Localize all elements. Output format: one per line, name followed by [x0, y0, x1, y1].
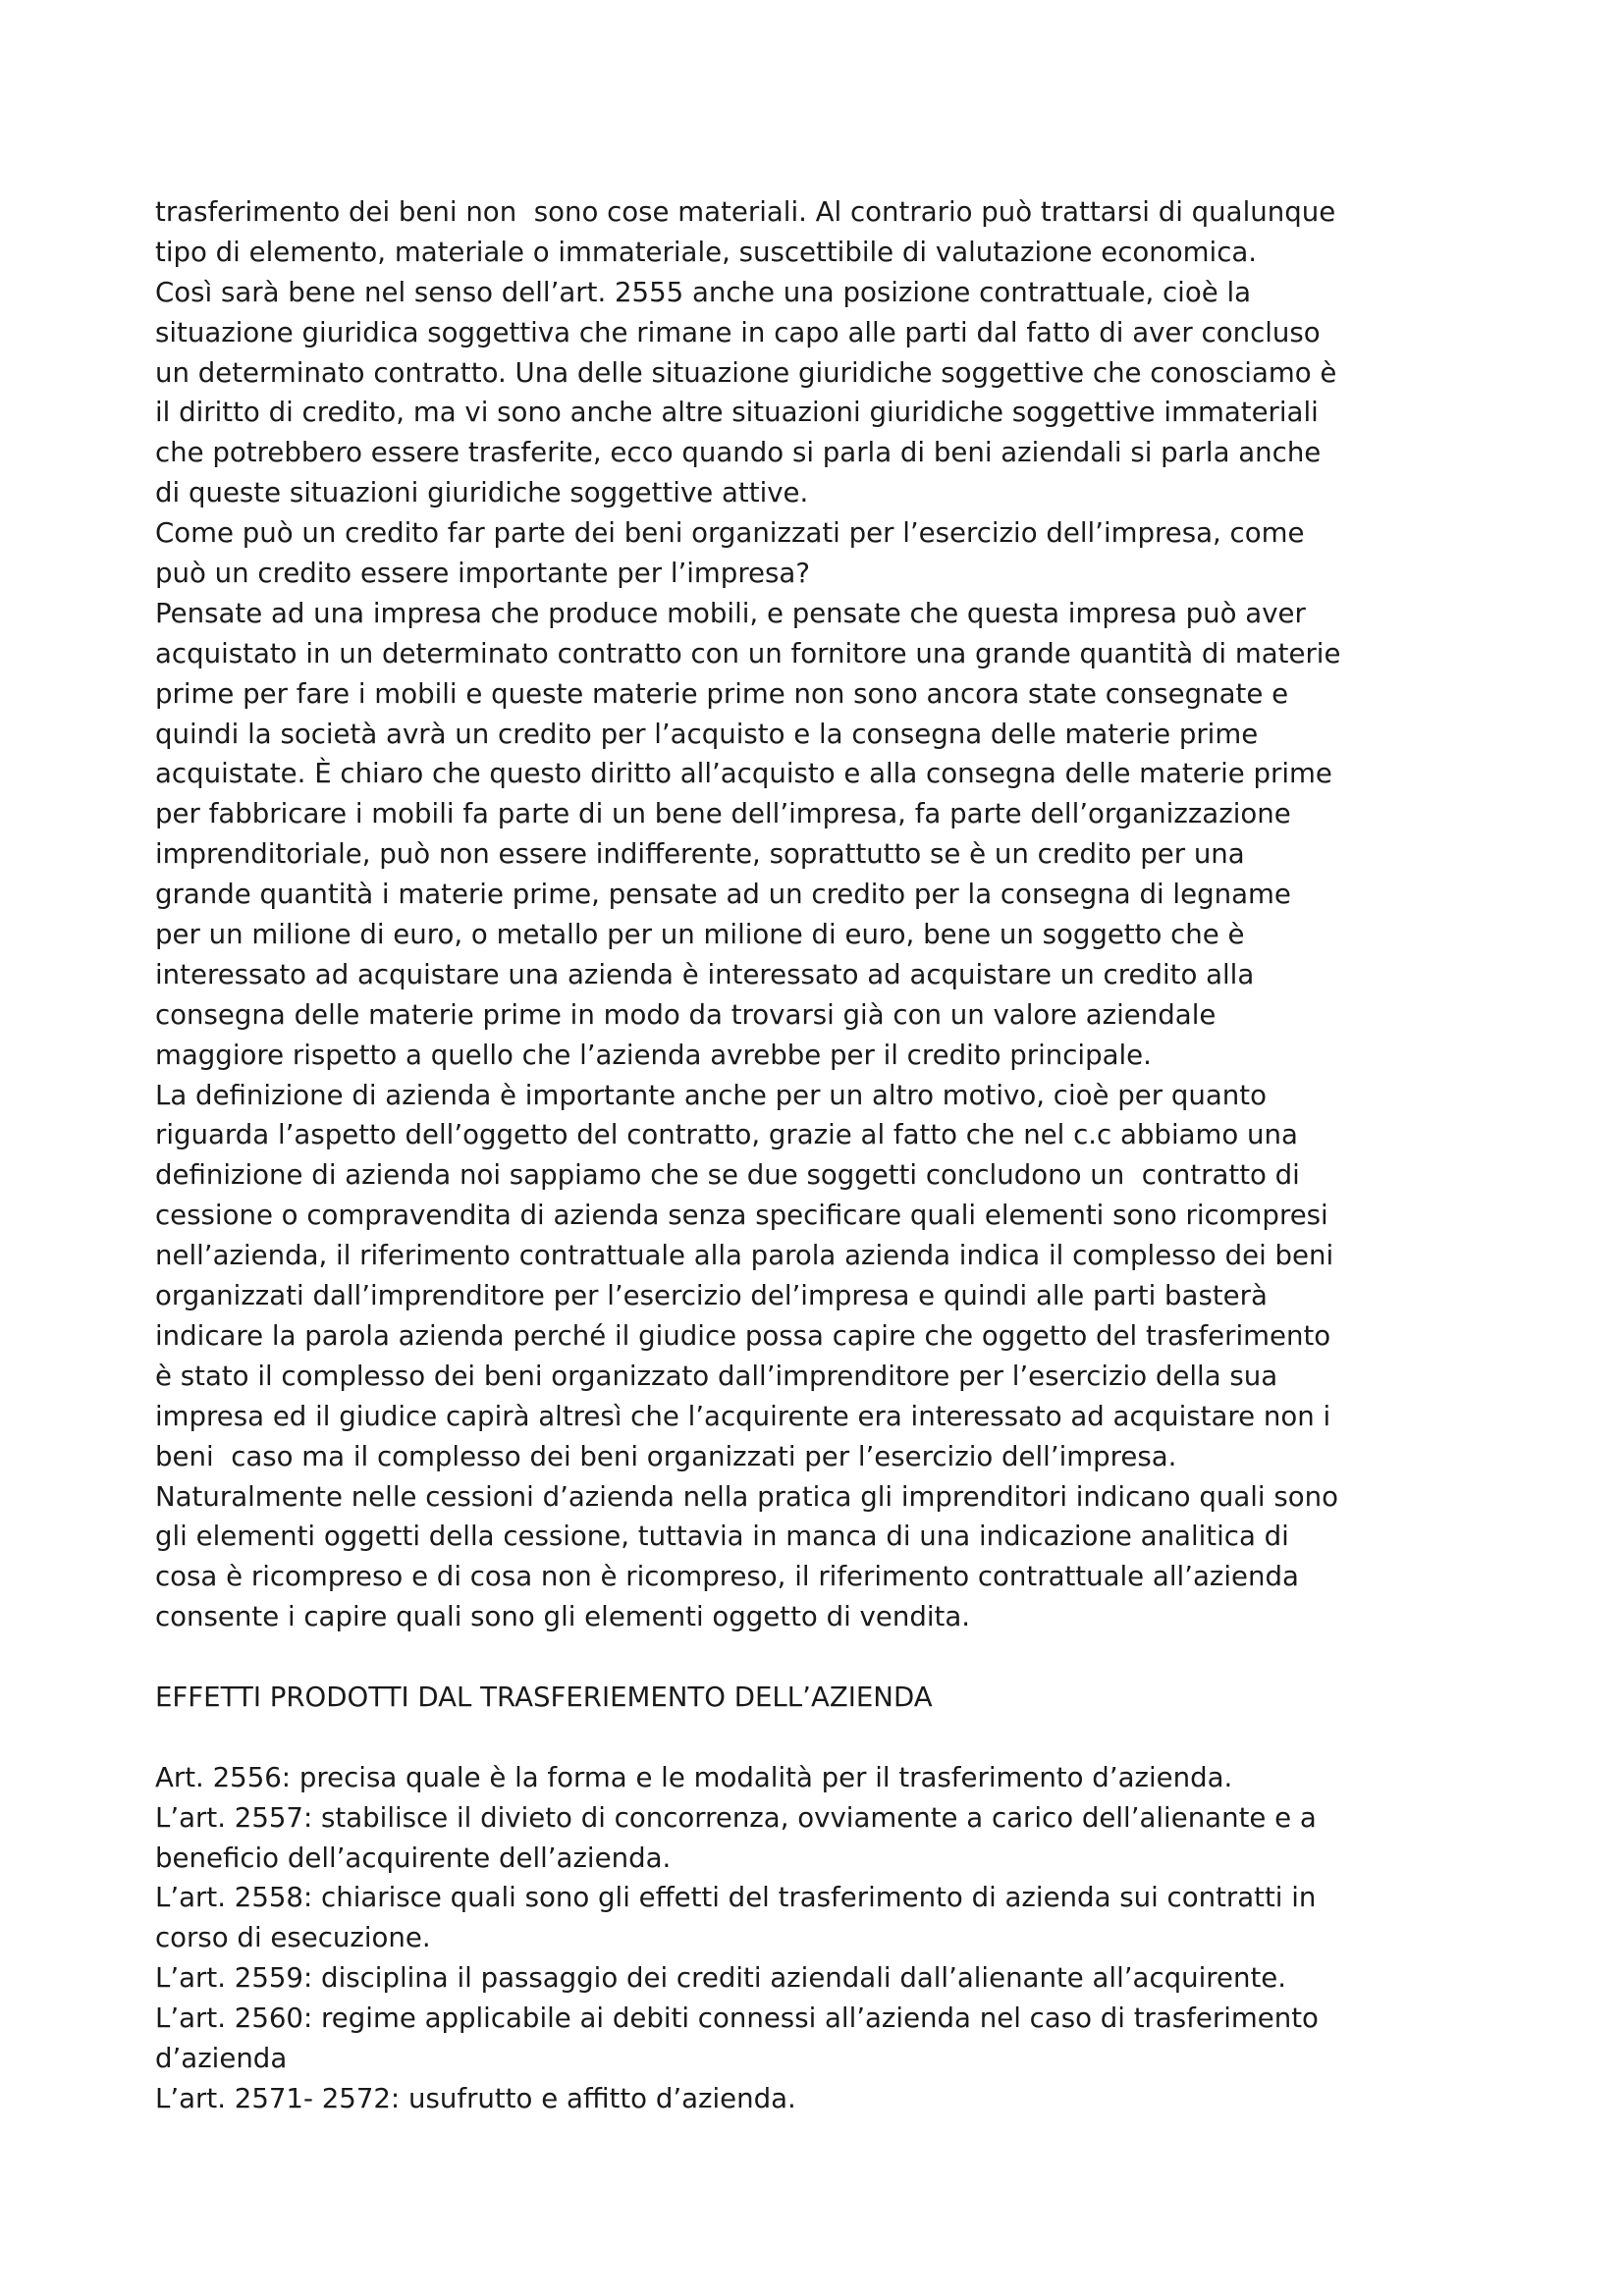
- article-line: L’art. 2571- 2572: usufrutto e affitto d’azienda.: [155, 2081, 796, 2114]
- text-line: indicare la parola azienda perché il giudice possa capire che oggetto del trasferimento: [155, 1318, 1331, 1352]
- section-heading: EFFETTI PRODOTTI DAL TRASFERIEMENTO DELL’AZIENDA: [155, 1680, 933, 1713]
- text-line: tipo di elemento, materiale o immateriale, suscettibile di valutazione economica.: [155, 235, 1258, 268]
- text-line: è stato il complesso dei beni organizzato dall’imprenditore per l’esercizio della sua: [155, 1359, 1278, 1392]
- text-line: impresa ed il giudice capirà altresì che l’acquirente era interessato ad acquistare non i: [155, 1399, 1331, 1432]
- text-line: consente i capire quali sono gli elementi oggetto di vendita.: [155, 1600, 971, 1633]
- text-line: trasferimento dei beni non sono cose materiali. Al contrario può trattarsi di qualunque: [155, 195, 1336, 228]
- text-line: che potrebbero essere trasferite, ecco quando si parla di beni aziendali si parla anche: [155, 436, 1322, 469]
- article-line: corso di esecuzione.: [155, 1921, 431, 1954]
- article-line: d’azienda: [155, 2041, 288, 2074]
- text-line: un determinato contratto. Una delle situazione giuridiche soggettive che conosciamo è: [155, 355, 1337, 389]
- blank-line: [155, 1718, 1490, 1758]
- text-line: beni caso ma il complesso dei beni organizzati per l’esercizio dell’impresa.: [155, 1439, 1177, 1472]
- text-line: nell’azienda, il riferimento contrattuale alla parola azienda indica il complesso dei beni: [155, 1239, 1334, 1272]
- text-line: di queste situazioni giuridiche soggettive attive.: [155, 476, 809, 509]
- text-line: Come può un credito far parte dei beni organizzati per l’esercizio dell’impresa, come: [155, 516, 1305, 550]
- text-line: maggiore rispetto a quello che l’azienda avrebbe per il credito principale.: [155, 1038, 1152, 1071]
- text-line: gli elementi oggetti della cessione, tuttavia in manca di una indicazione analitica di: [155, 1520, 1289, 1553]
- article-line: L’art. 2559: disciplina il passaggio dei crediti aziendali dall’alienante all’acquirente.: [155, 1961, 1287, 1995]
- text-line: Pensate ad una impresa che produce mobili, e pensate che questa impresa può aver: [155, 596, 1306, 629]
- text-line: quindi la società avrà un credito per l’acquisto e la consegna delle materie prime: [155, 717, 1259, 750]
- articles-list: [155, 1758, 1490, 2119]
- text-line: interessato ad acquistare una azienda è interessato ad acquistare un credito alla: [155, 957, 1255, 990]
- article-line: L’art. 2560: regime applicabile ai debiti connessi all’azienda nel caso di trasferimento: [155, 2002, 1319, 2035]
- text-line: definizione di azienda noi sappiamo che se due soggetti concludono un contratto di: [155, 1158, 1300, 1192]
- text-line: situazione giuridica soggettiva che rimane in capo alle parti dal fatto di aver concluso: [155, 315, 1321, 348]
- main-paragraph: [155, 192, 1490, 1637]
- text-line: Così sarà bene nel senso dell’art. 2555 anche una posizione contrattuale, cioè la: [155, 275, 1252, 308]
- blank-line: [155, 1637, 1490, 1678]
- text-line: cosa è ricompreso e di cosa non è ricompreso, il riferimento contrattuale all’azienda: [155, 1560, 1299, 1593]
- article-line: beneficio dell’acquirente dell’azienda.: [155, 1841, 672, 1874]
- text-line: Naturalmente nelle cessioni d’azienda nella pratica gli imprenditori indicano quali sono: [155, 1479, 1338, 1513]
- text-line: può un credito essere importante per l’impresa?: [155, 557, 810, 590]
- text-line: grande quantità i materie prime, pensate ad un credito per la consegna di legname: [155, 878, 1291, 911]
- text-line: La definizione di azienda è importante anche per un altro motivo, cioè per quanto: [155, 1078, 1267, 1111]
- text-line: il diritto di credito, ma vi sono anche altre situazioni giuridiche soggettive immateriali: [155, 396, 1319, 429]
- text-line: organizzati dall’imprenditore per l’esercizio del’impresa e quindi alle parti basterà: [155, 1279, 1268, 1312]
- article-line: L’art. 2557: stabilisce il divieto di concorrenza, ovviamente a carico dell’alienante e a: [155, 1800, 1317, 1834]
- article-line: L’art. 2558: chiarisce quali sono gli effetti del trasferimento di azienda sui contratti in: [155, 1881, 1317, 1914]
- document-body: [155, 192, 1490, 2119]
- text-line: acquistato in un determinato contratto con un fornitore una grande quantità di materie: [155, 636, 1341, 669]
- text-line: riguarda l’aspetto dell’oggetto del contratto, grazie al fatto che nel c.c abbiamo una: [155, 1118, 1298, 1151]
- text-line: cessione o compravendita di azienda senza specificare quali elementi sono ricompresi: [155, 1199, 1328, 1232]
- text-line: prime per fare i mobili e queste materie prime non sono ancora state consegnate e: [155, 676, 1289, 710]
- article-line: Art. 2556: precisa quale è la forma e le modalità per il trasferimento d’azienda.: [155, 1760, 1233, 1793]
- text-line: per fabbricare i mobili fa parte di un bene dell’impresa, fa parte dell’organizzazione: [155, 797, 1291, 830]
- text-line: imprenditoriale, può non essere indifferente, soprattutto se è un credito per una: [155, 837, 1245, 871]
- text-line: acquistate. È chiaro che questo diritto all’acquisto e alla consegna delle materie prime: [155, 757, 1332, 790]
- text-line: consegna delle materie prime in modo da trovarsi già con un valore aziendale: [155, 997, 1217, 1031]
- text-line: per un milione di euro, o metallo per un milione di euro, bene un soggetto che è: [155, 918, 1245, 951]
